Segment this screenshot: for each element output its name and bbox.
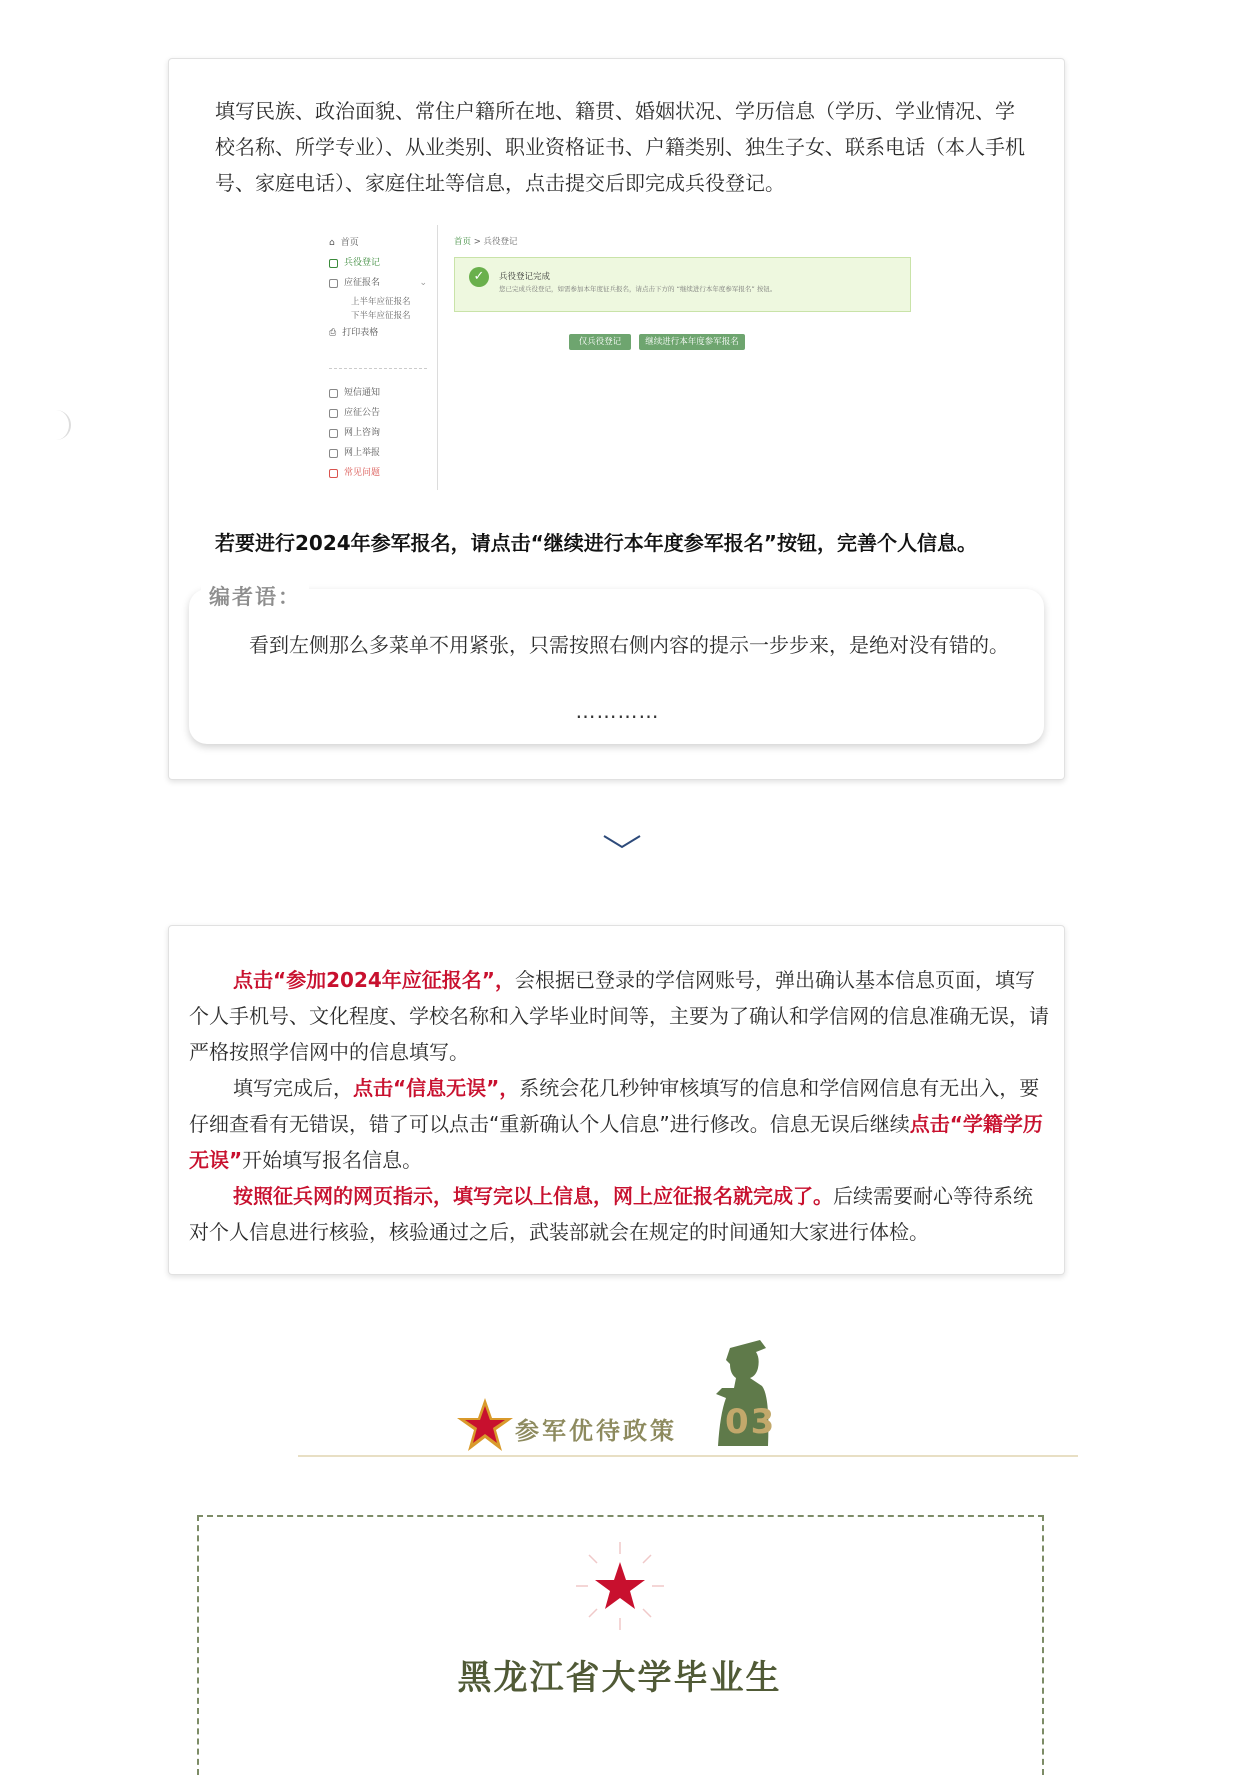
registration-card: [168, 58, 1065, 780]
success-title: 兵役登记完成: [499, 272, 551, 282]
form-icon: [329, 279, 338, 288]
step-paragraph-3: 按照征兵网的网页指示，填写完以上信息，网上应征报名就完成了。后续需要耐心等待系统对个人信息进行核验，核验通过之后，武装部就会在规定的时间通知大家进行体检。: [189, 1184, 1033, 1244]
sidebar-item-sms[interactable]: 短信通知: [329, 385, 380, 401]
breadcrumb-separator: >: [473, 237, 481, 247]
step-paragraph-1: 点击“参加2024年应征报名”，会根据已登录的学信网账号，弹出确认基本信息页面，填写个人手机号、文化程度、学校名称和入学毕业时间等，主要为了确认和学信网的信息准确无误，请严格按照学信网中的信息填写。: [189, 968, 1049, 1064]
sidebar-item-report[interactable]: 网上举报: [329, 445, 380, 461]
message-icon: [329, 389, 338, 398]
registration-paragraph: 填写民族、政治面貌、常住户籍所在地、籍贯、婚姻状况、学历信息（学历、学业情况、学校名称、所学专业）、从业类别、职业资格证书、户籍类别、独生子女、联系电话（本人手机号、家庭电话）、家庭住址等信息，点击提交后即完成兵役登记。: [215, 99, 1025, 195]
enlist-instruction: 若要进行2024年参军报名，请点击“继续进行本年度参军报名”按钮，完善个人信息。: [215, 531, 977, 555]
chevron-down-icon: [602, 832, 642, 852]
question-icon: [329, 469, 338, 478]
policy-heading: 黑龙江省大学毕业生: [457, 1658, 782, 1698]
editor-note-ellipsis: …………: [575, 699, 660, 723]
breadcrumb: [454, 235, 518, 247]
section-underline: [298, 1455, 1078, 1457]
success-alert: [454, 257, 911, 312]
sidebar-item-second-half[interactable]: 下半年应征报名: [351, 311, 411, 321]
registration-screenshot: [329, 225, 929, 505]
sidebar-separator: [437, 225, 438, 490]
sidebar-item-consult[interactable]: 网上咨询: [329, 425, 380, 441]
notice-icon: [329, 409, 338, 418]
only-register-button[interactable]: 仅兵役登记: [569, 334, 631, 350]
sidebar-item-military-register[interactable]: 兵役登记: [329, 255, 380, 271]
editor-note-label: 编者语：: [201, 581, 309, 611]
star-icon: [455, 1396, 515, 1454]
check-icon: ✓: [469, 267, 489, 287]
enlist-steps-text: [189, 962, 1049, 1250]
enlist-steps-card: [168, 925, 1065, 1275]
sidebar-item-faq[interactable]: 常见问题: [329, 465, 380, 481]
continue-enlist-button[interactable]: 继续进行本年度参军报名: [639, 334, 745, 350]
star-burst-icon: [572, 1538, 668, 1634]
sidebar-item-home[interactable]: ⌂ 首页: [329, 235, 359, 251]
breadcrumb-current: 兵役登记: [483, 237, 518, 247]
left-scroll-arc: [55, 410, 71, 440]
sidebar-item-enlist[interactable]: 应征报名 ⌄: [329, 275, 427, 291]
sidebar-item-notice[interactable]: 应征公告: [329, 405, 380, 421]
register-icon: [329, 259, 338, 268]
section-title: 参军优待政策: [515, 1417, 677, 1445]
mail-icon: [329, 449, 338, 458]
printer-icon: ⎙: [329, 328, 337, 338]
editor-note-text: 看到左侧那么多菜单不用紧张，只需按照右侧内容的提示一步步来，是绝对没有错的。: [249, 633, 1009, 657]
chat-icon: [329, 429, 338, 438]
success-description: 您已完成兵役登记，如需参加本年度征兵报名，请点击下方的 “继续进行本年度参军报名” 按钮。: [499, 285, 777, 293]
home-icon: ⌂: [329, 238, 335, 248]
breadcrumb-home[interactable]: 首页: [454, 237, 472, 247]
chevron-down-icon: ⌄: [419, 278, 427, 288]
sidebar-item-print[interactable]: ⎙ 打印表格: [329, 325, 378, 341]
step-paragraph-2: 填写完成后，点击“信息无误”，系统会花几秒钟审核填写的信息和学信网信息有无出入，要仔细查看有无错误，错了可以点击“重新确认个人信息”进行修改。信息无误后继续点击“学籍学历无误”开始填写报名信息。: [189, 1076, 1043, 1172]
sidebar-divider: [329, 368, 427, 369]
sidebar-item-first-half[interactable]: 上半年应征报名: [351, 297, 411, 307]
section-number: 03: [725, 1402, 777, 1442]
